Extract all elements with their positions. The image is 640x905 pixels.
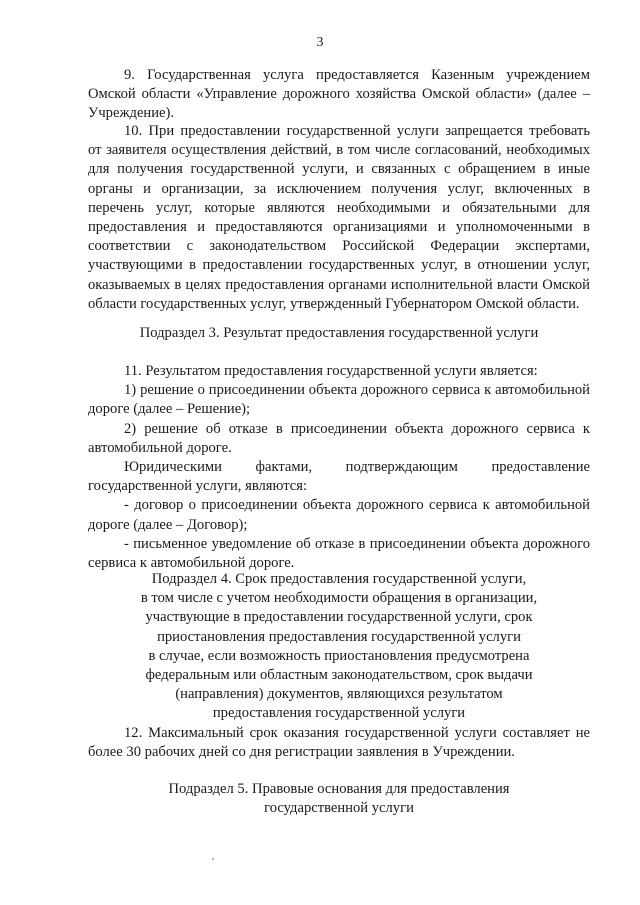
subsection-4-heading-line: участвующие в предоставлении государственной услуги, срок [145,609,533,626]
paragraph-11-item-2: 2) решение об отказе в присоединении объекта дорожного сервиса к автомобильной дороге. [88,420,590,456]
paragraph-11-item-1: 1) решение о присоединении объекта дорожного сервиса к автомобильной дороге (далее – Решение); [88,382,590,418]
paragraph-10-text: 10. При предоставлении государственной услуги запрещается требовать от заявителя осуществления действий, в том числе согласований, необходимых для получения государственной услуги, и связанных с обращением в иные органы и организации, за исключением получения услуг, включенных в перечень услуг, которые являются необходимыми и обязательными для предоставления и предоставляются организациями и уполномоченными в соответствии с законодательством Российской Федерации экспертами, участвующими в предоставлении государственных услуг, в отношении услуг, оказываемых в целях предоставления органами исполнительной власти Омской области государственных услуг, утвержденный Губернатором Омской области. [88,123,590,312]
paragraph-11 [88,362,590,573]
subsection-4-heading-line: федеральным или областным законодательством, срок выдачи [145,667,533,684]
paragraph-11-fact-1: - договор о присоединении объекта дорожного сервиса к автомобильной дороге (далее – Договор); [88,497,590,533]
subsection-4-heading-line: (направления) документов, являющихся результатом [175,686,503,703]
subsection-4-heading-line: в случае, если возможность приостановления предусмотрена [148,647,530,664]
subsection-5-heading-line: Подраздел 5. Правовые основания для предоставления [168,781,510,797]
paragraph-9 [88,66,590,124]
paragraph-12 [88,724,590,762]
page-number: 3 [316,35,324,50]
subsection-4-heading [88,570,590,724]
paragraph-12-text: 12. Максимальный срок оказания государственной услуги составляет не более 30 рабочих дней со дня регистрации заявления в Учреждении. [88,725,590,761]
subsection-4-heading-line: в том числе с учетом необходимости обращения в организации, [140,590,538,607]
paragraph-10 [88,122,590,314]
paragraph-11-legal-facts: Юридическими фактами, подтверждающим предоставление государственной услуги, являются: [88,459,590,495]
subsection-3-heading: Подраздел 3. Результат предоставления государственной услуги [139,325,539,341]
subsection-4-heading-line: предоставления государственной услуги [212,705,466,722]
paragraph-9-text: 9. Государственная услуга предоставляется Казенным учреждением Омской области «Управление дорожного хозяйства Омской области» (далее – Учреждение). [88,67,590,122]
subsection-5-heading-line: государственной услуги [264,800,414,817]
subsection-4-heading-line: Подраздел 4. Срок предоставления государственной услуги, [151,571,527,587]
scan-artifact [212,858,214,860]
paragraph-11-intro: 11. Результатом предоставления государственной услуги является: [124,363,538,379]
subsection-4-heading-line: приостановления предоставления государственной услуги [157,628,521,645]
subsection-5-heading [88,780,590,818]
paragraph-11-fact-2: - письменное уведомление об отказе в присоединении объекта дорожного сервиса к автомобильной дороге. [88,535,590,572]
